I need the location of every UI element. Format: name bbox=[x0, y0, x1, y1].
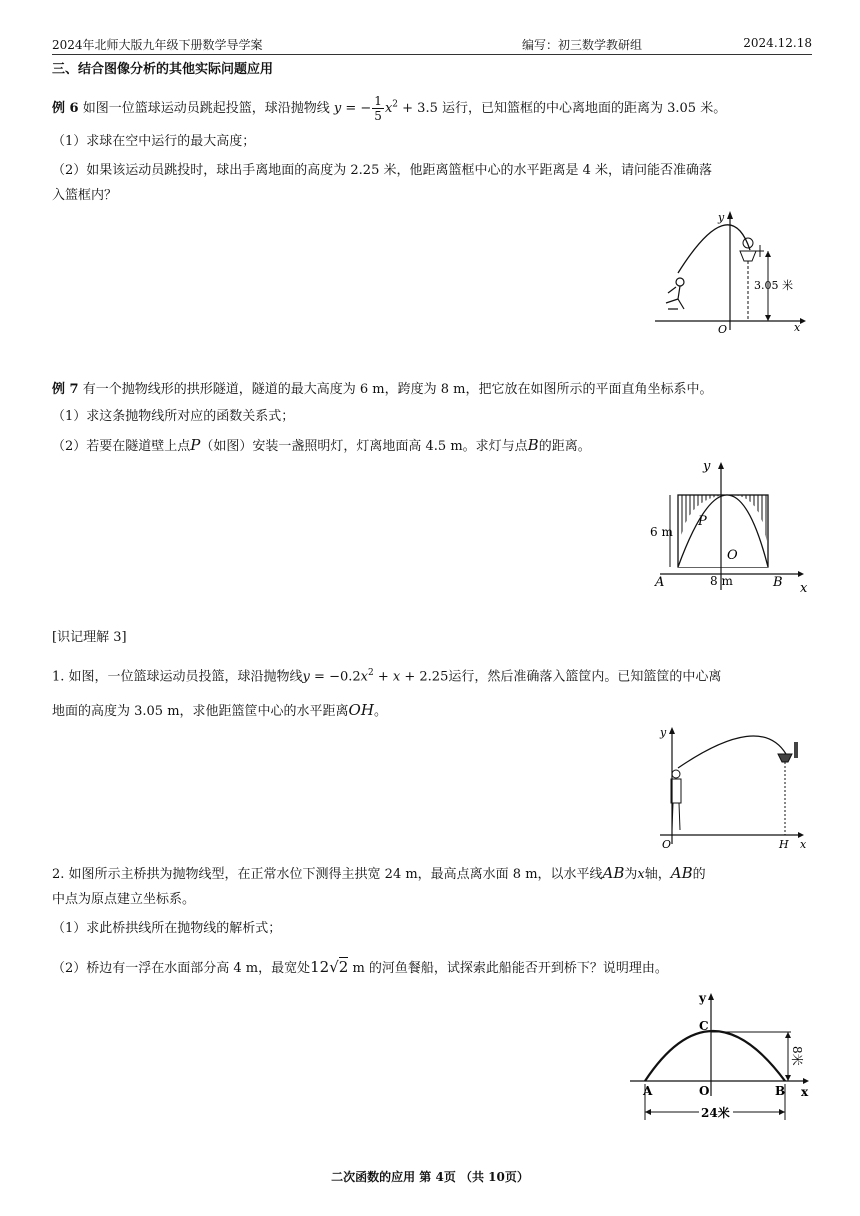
ex6-y-label: y bbox=[718, 211, 725, 224]
p2-ab1: AB bbox=[602, 864, 625, 882]
ex7-figure bbox=[640, 452, 815, 597]
p1-eq-mid: = −0.2 bbox=[309, 669, 361, 685]
header-left: 2024年北师大版九年级下册数学导学案 bbox=[52, 38, 263, 52]
ex6-eq-y: y bbox=[333, 101, 342, 116]
ex7-q2-b: （如图）安装一盏照明灯，灯离地面高 4.5 m。求灯与点 bbox=[200, 439, 528, 454]
p1-line1-a: 1. 如图，一位篮球运动员投篮，球沿抛物线 bbox=[52, 669, 303, 685]
practice-title: [识记理解 3] bbox=[52, 630, 127, 645]
p2-width-arrow-left bbox=[645, 1109, 651, 1115]
ex6-eq-eq: = − bbox=[341, 101, 372, 116]
ex6-text-a: 如图一位篮球运动员跳起投篮，球沿抛物线 bbox=[82, 101, 330, 116]
p2-line1-b: 为 bbox=[624, 867, 638, 882]
ex6-height-label: 3.05 米 bbox=[754, 279, 793, 292]
ex6-q1: （1）求球在空中运行的最大高度； bbox=[52, 134, 256, 149]
ex6-text-b: 运行，已知篮框的中心离地面的距离为 3.05 米。 bbox=[442, 101, 727, 116]
ex6-eq-tail: + 3.5 bbox=[398, 101, 438, 116]
p2-width-arrow-right bbox=[779, 1109, 785, 1115]
p2-height-arrow-bottom bbox=[785, 1075, 791, 1081]
p2-height-arrow-top bbox=[785, 1032, 791, 1038]
ex7-q2-c: 的距离。 bbox=[538, 439, 591, 454]
ex6-q2-line1: （2）如果该运动员跳投时，球出手离地面的高度为 2.25 米，他距离篮框中心的水平距离是 4 米，请问能否准确落 bbox=[52, 163, 713, 178]
p2-line1-c: 轴， bbox=[644, 867, 671, 882]
ex7-q2-p: P bbox=[190, 436, 201, 454]
p2-q2: （2）桥边有一浮在水面部分高 4 m，最宽处12√2 m 的河鱼餐船，试探索此船能否开到桥下？说明理由。 bbox=[52, 958, 668, 976]
p2-width-label: 24米 bbox=[701, 1106, 730, 1120]
ex6-frac-den: 5 bbox=[374, 109, 382, 123]
ex6-eq-x: x bbox=[384, 101, 393, 116]
p1-oh: OH bbox=[348, 701, 374, 719]
ex6-y-arrow bbox=[727, 211, 733, 219]
p2-q1: （1）求此桥拱线所在抛物线的解析式； bbox=[52, 921, 282, 936]
ex6-frac-num: 1 bbox=[374, 94, 382, 108]
ex7-y-arrow bbox=[718, 462, 724, 469]
ex6-hoop bbox=[740, 251, 756, 261]
header-middle: 编写：初三数学教研组 bbox=[522, 38, 643, 52]
ex6-figure bbox=[650, 205, 810, 340]
ex7-text: 有一个抛物线形的拱形隧道，隧道的最大高度为 6 m，跨度为 8 m，把它放在如图所示的平面直角坐标系中。 bbox=[82, 382, 713, 397]
p2-arch bbox=[645, 1031, 785, 1081]
ex7-height-label: 6 m bbox=[650, 525, 673, 539]
p2-x-label: x bbox=[801, 1085, 809, 1099]
p2-y-arrow bbox=[708, 993, 714, 1000]
ex6-q2-line2: 入篮框内？ bbox=[52, 188, 118, 203]
p2-figure bbox=[625, 988, 815, 1128]
ex6-trajectory bbox=[678, 225, 750, 273]
p2-q2-rad: 2 bbox=[338, 958, 349, 976]
p2-height-label: 8米 bbox=[790, 1046, 804, 1066]
p1-eq-y: y bbox=[302, 669, 310, 685]
p2-q2-num: 12 bbox=[310, 958, 330, 976]
p2-point-c: C bbox=[699, 1019, 709, 1033]
p2-x1: x bbox=[637, 867, 645, 882]
p2-q2-b: m 的河鱼餐船，试探索此船能否开到桥下？说明理由。 bbox=[348, 961, 668, 976]
ex7-point-p: P bbox=[698, 514, 707, 529]
p1-figure bbox=[650, 722, 810, 854]
p1-eq-x: x bbox=[360, 669, 368, 685]
p2-x-arrow bbox=[803, 1078, 809, 1084]
p2-line1-a: 2. 如图所示主桥拱为抛物线型，在正常水位下测得主拱宽 24 m，最高点离水面 8 m，以水平线 bbox=[52, 867, 603, 882]
section-title: 三、结合图像分析的其他实际问题应用 bbox=[52, 62, 274, 77]
p1-hoop bbox=[778, 754, 792, 762]
p1-eq-x2: x bbox=[392, 669, 401, 685]
p1-trajectory bbox=[678, 736, 786, 768]
ex7-label: 例 7 bbox=[52, 382, 79, 397]
p1-line1 bbox=[52, 663, 721, 687]
ex6-height-arrow-top bbox=[765, 251, 771, 257]
page-footer: 二次函数的应用 第 4页 （共 10页） bbox=[331, 1170, 529, 1184]
ex7-q2-a: （2）若要在隧道壁上点 bbox=[52, 439, 191, 454]
p1-line2-a: 地面的高度为 3.05 m，求他距篮筐中心的水平距离 bbox=[52, 704, 349, 719]
ex6-height-arrow-bottom bbox=[765, 315, 771, 321]
ex6-statement bbox=[52, 94, 726, 123]
ex7-point-a: A bbox=[655, 575, 665, 590]
ex7-q2 bbox=[52, 435, 591, 457]
ex6-x-label: x bbox=[794, 321, 801, 334]
p1-line2 bbox=[52, 700, 387, 722]
p1-y-label: y bbox=[660, 726, 667, 739]
ex6-fraction bbox=[372, 94, 384, 123]
p1-eq-exp: 2 bbox=[367, 668, 374, 678]
header-right: 2024.12.18 bbox=[743, 36, 812, 50]
p1-eq-tail2: + 2.25 bbox=[400, 669, 449, 685]
p1-line1-b: 运行，然后准确落入篮筐内。已知篮筐的中心离 bbox=[448, 669, 722, 685]
p2-line1 bbox=[52, 863, 706, 885]
ex7-x-label: x bbox=[800, 581, 808, 596]
page-header bbox=[52, 34, 812, 55]
p1-line2-b: 。 bbox=[373, 704, 387, 719]
p1-h-label: H bbox=[779, 838, 789, 851]
ex6-x-arrow bbox=[800, 318, 806, 324]
ex7-x-arrow bbox=[798, 571, 804, 577]
ex6-label: 例 6 bbox=[52, 101, 79, 116]
ex7-point-b: B bbox=[773, 575, 783, 590]
ex6-player bbox=[666, 278, 684, 309]
p2-point-a: A bbox=[643, 1084, 653, 1098]
p1-x-label: x bbox=[800, 838, 807, 851]
p2-y-label: y bbox=[699, 991, 706, 1005]
ex7-origin-label: O bbox=[727, 548, 738, 563]
p2-point-b: B bbox=[775, 1084, 786, 1098]
p1-y-arrow bbox=[669, 727, 675, 734]
p2-q2-a: （2）桥边有一浮在水面部分高 4 m，最宽处 bbox=[52, 961, 311, 976]
p2-origin-label: O bbox=[699, 1084, 710, 1098]
p2-ab2: AB bbox=[670, 864, 693, 882]
ex7-q1: （1）求这条抛物线所对应的函数关系式； bbox=[52, 409, 295, 424]
ex6-origin-label: O bbox=[718, 323, 728, 336]
ex7-q2-bb: B bbox=[527, 436, 539, 454]
p1-origin-label: O bbox=[662, 838, 672, 851]
ex6-eq-exp: 2 bbox=[392, 99, 399, 110]
p2-line1-d: 的 bbox=[692, 867, 706, 882]
ex7-statement bbox=[52, 380, 712, 400]
p2-line2: 中点为原点建立坐标系。 bbox=[52, 892, 196, 907]
ex7-y-label: y bbox=[703, 459, 711, 474]
p1-backboard bbox=[794, 742, 798, 758]
p1-eq-tail: + bbox=[373, 669, 393, 685]
ex7-width-label: 8 m bbox=[710, 574, 733, 588]
